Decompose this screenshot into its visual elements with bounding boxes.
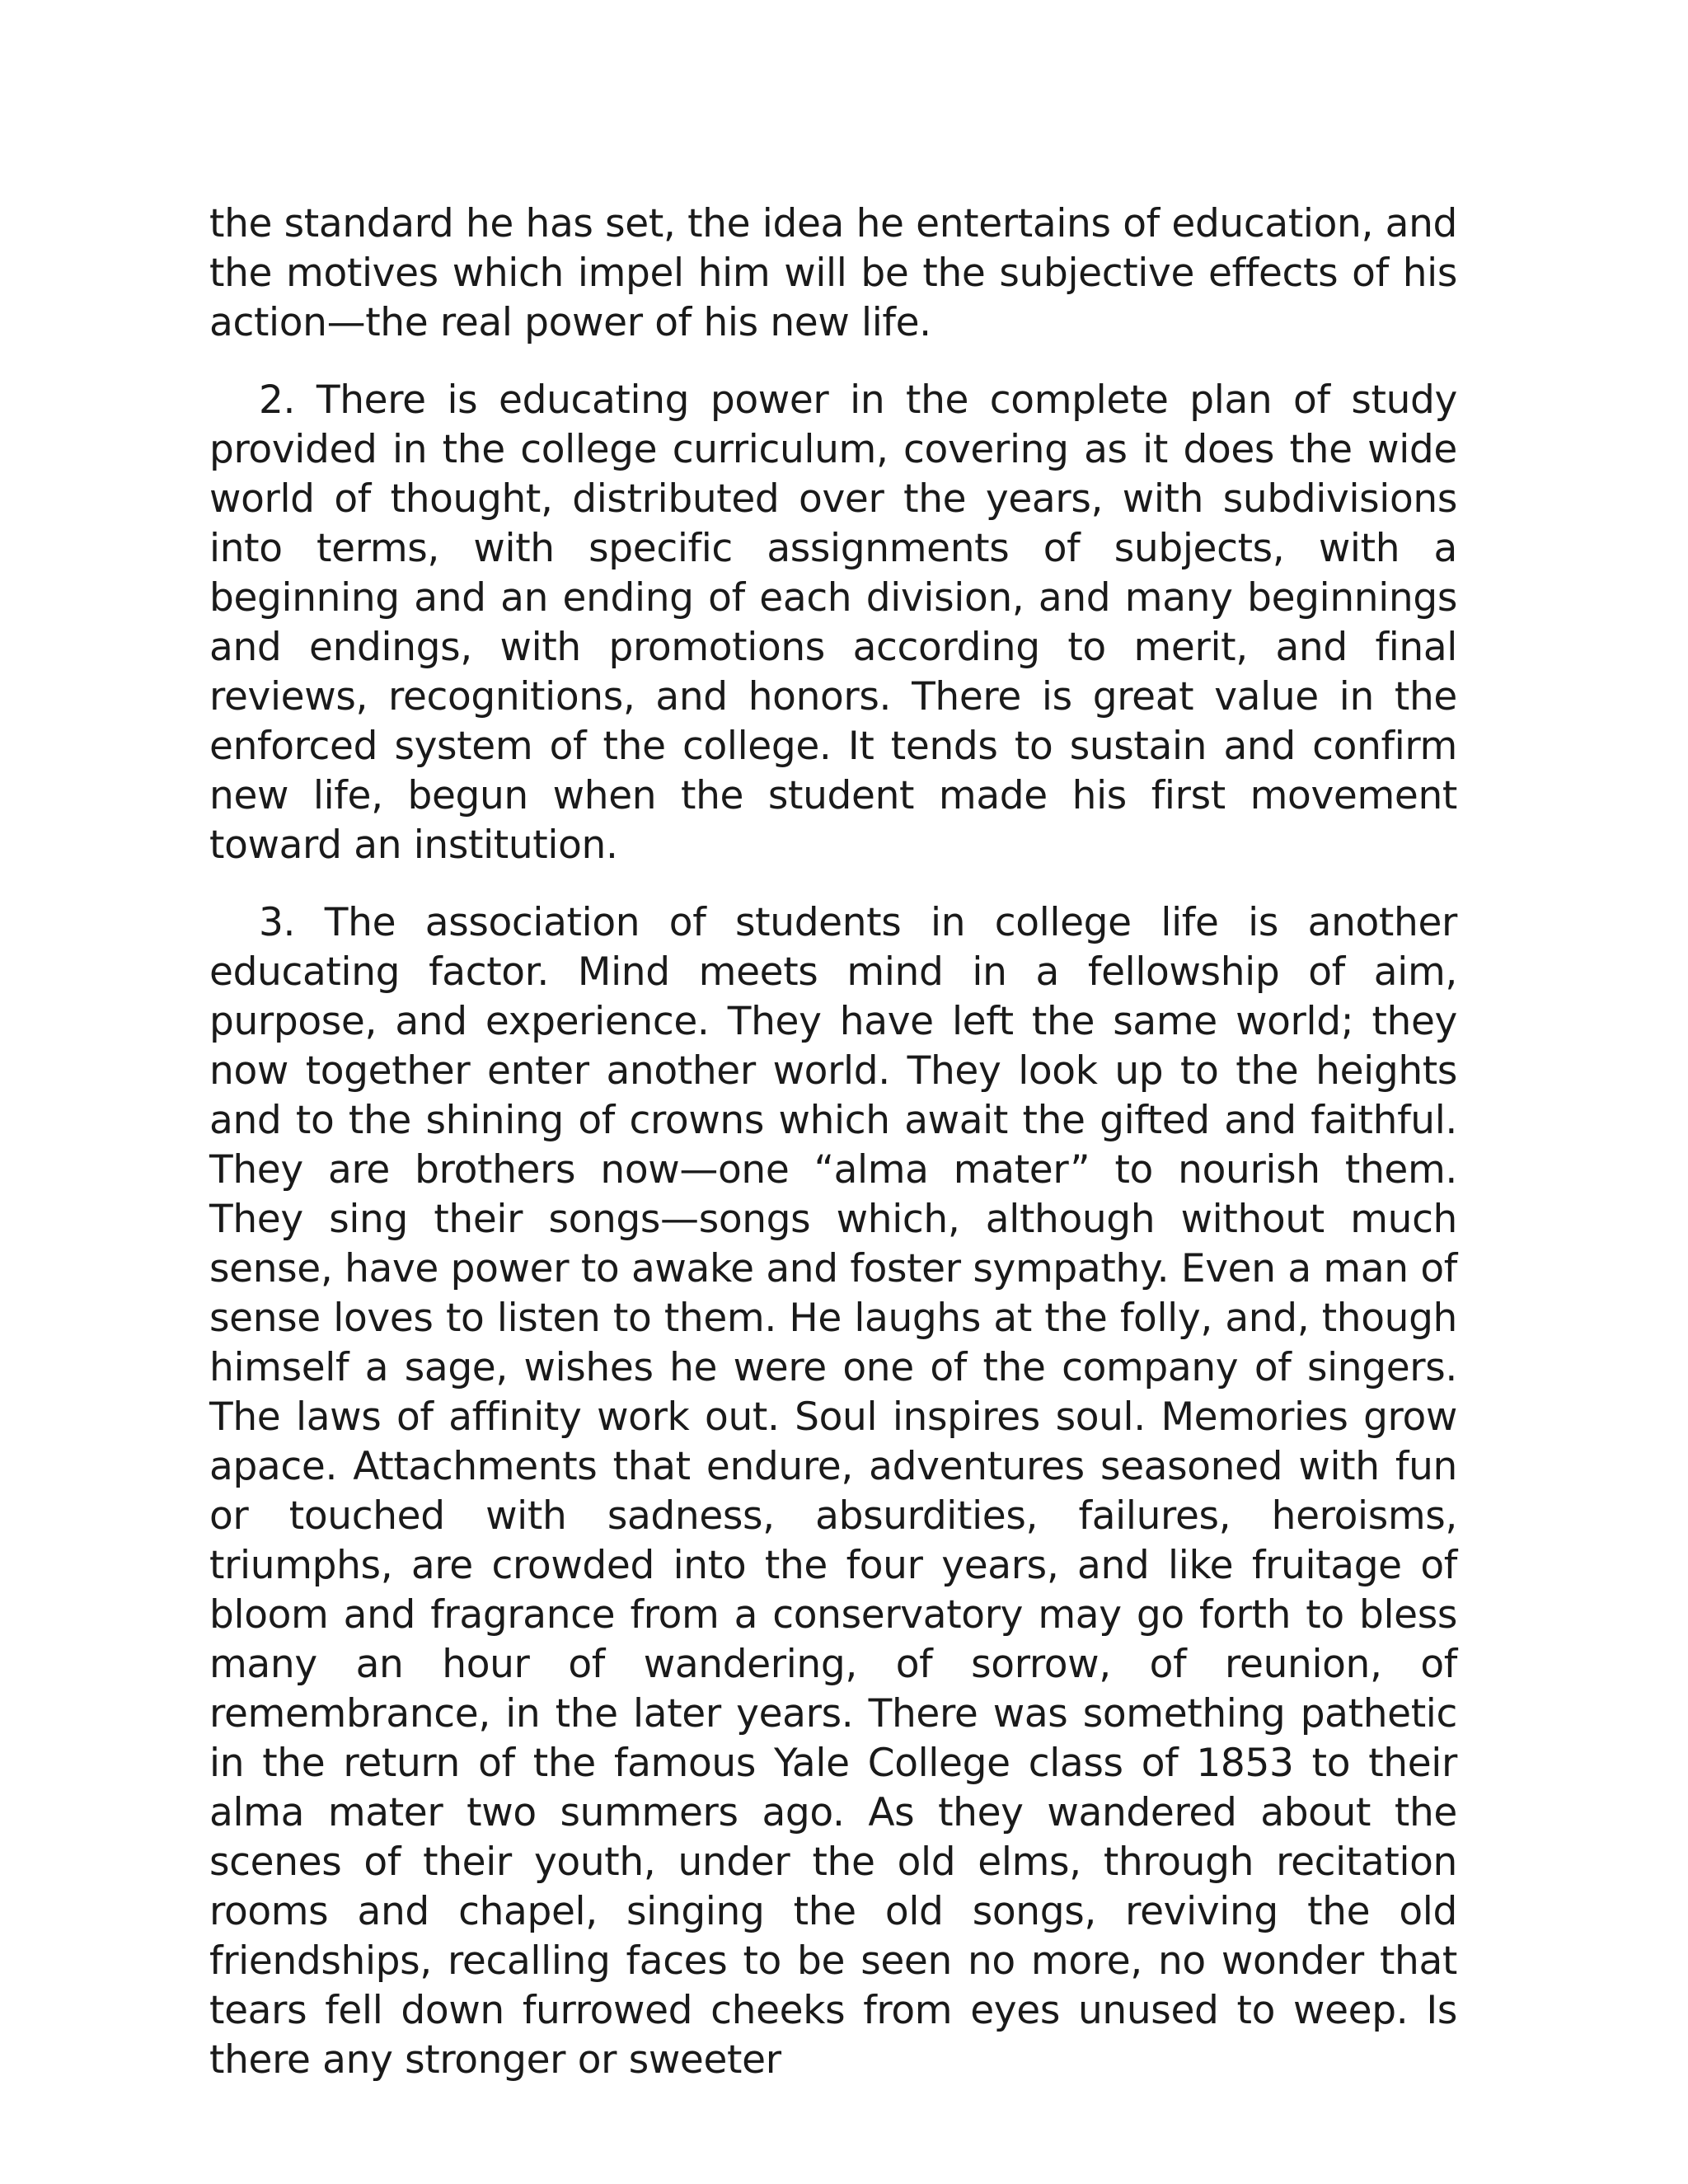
paragraph-association: 3. The association of students in college life is another educating factor. Mind meets mind in a fellowship of aim, purpose, and experience. They have left the same world; they now together enter another world. They look up to the heights and to the shining of crowns which await the gifted and faithful. They are brothers now—one “alma mater” to nourish them. They sing their songs—songs which, although without much sense, have power to awake and foster sympathy. Even a man of sense loves to listen to them. He laughs at the folly, and, though himself a sage, wishes he were one of the company of singers. The laws of affinity work out. Soul inspires soul. Memories grow apace. Attachments that endure, adventures seasoned with fun or touched with sadness, absurdities, failures, heroisms, triumphs, are crowded into the four years, and like fruitage of bloom and fragrance from a conservatory may go forth to bless many an hour of wandering, of sorrow, of reunion, of remembrance, in the later years. There was something pathetic in the return of the famous Yale College class of 1853 to their alma mater two summers ago. As they wandered about the scenes of their youth, under the old elms, through recitation rooms and chapel, singing the old songs, reviving the old friendships, recalling faces to be seen no more, no wonder that tears fell down furrowed cheeks from eyes unused to weep. Is there any stronger or sweeter — [209, 900, 1457, 2083]
paragraph-curriculum: 2. There is educating power in the complete plan of study provided in the college curriculum, covering as it does the wide world of thought, distributed over the years, with subdivisions into terms, with specific assignments of subjects, with a beginning and an ending of each division, and many beginnings and endings, with promotions according to merit, and final reviews, recognitions, and honors. There is great value in the enforced system of the college. It tends to sustain and confirm new life, begun when the student made his first movement toward an institution. — [209, 377, 1457, 868]
paragraph-continuation: the standard he has set, the idea he entertains of education, and the motives which impel him will be the subjective effects of his action—the real power of his new life. — [209, 201, 1457, 345]
body-text — [209, 199, 1457, 2085]
